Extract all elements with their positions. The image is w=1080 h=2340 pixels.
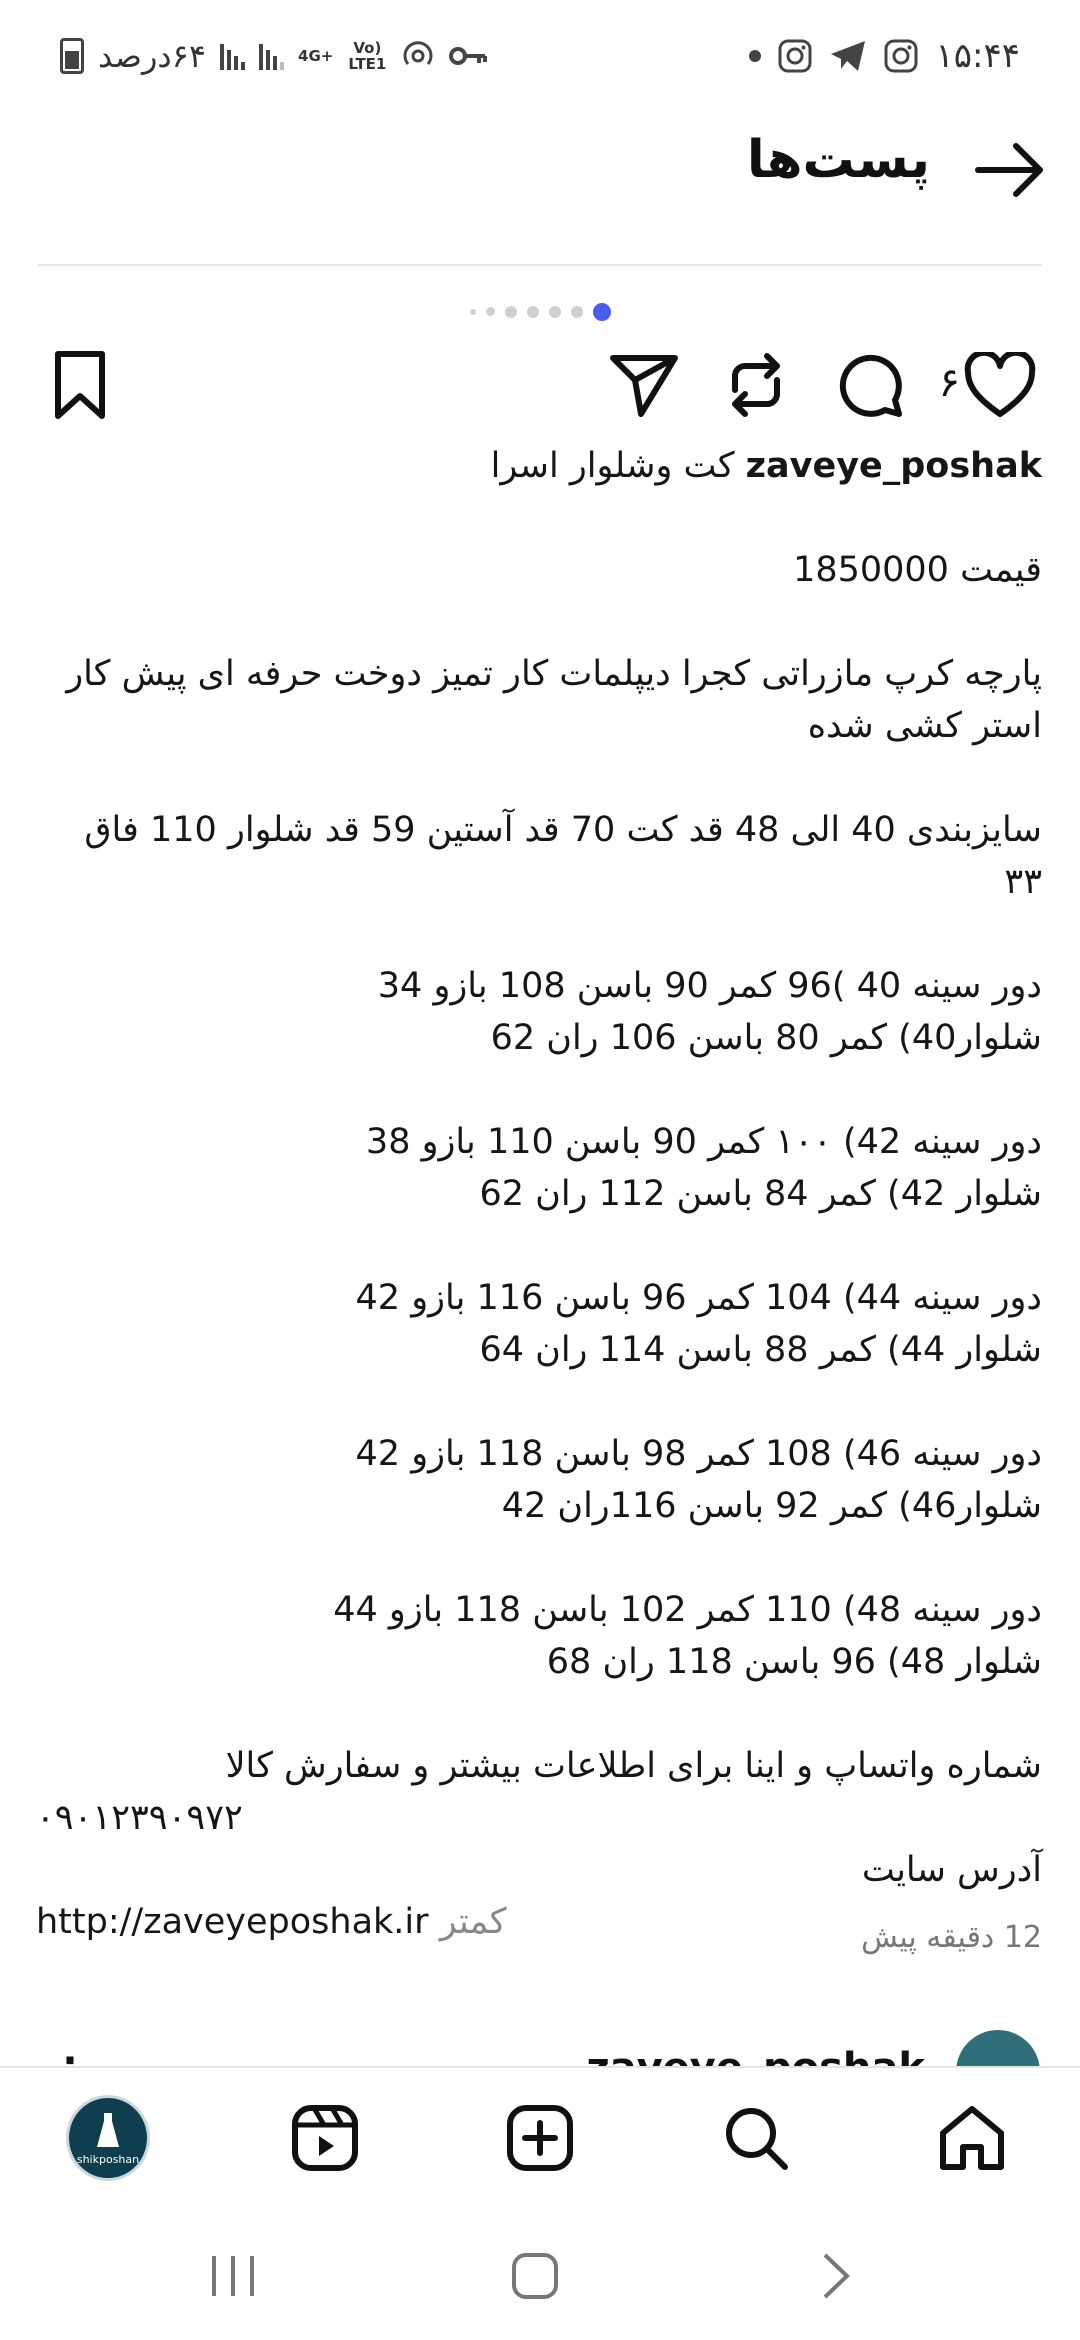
caption-line: سایزبندی 40 الی 48 قد کت 70 قد آستین 59 قد شلوار 110 فاق ۳۳ [84, 810, 1042, 902]
like-count: ۶ [938, 360, 960, 406]
system-navigation-bar [0, 2206, 1080, 2340]
page-title: پست‌ها [746, 130, 930, 190]
repost-button[interactable] [716, 345, 796, 425]
clock: ۱۵:۴۴ [935, 36, 1020, 76]
caption-line: شلوار 42) کمر 84 باسن 112 ران 62 [479, 1174, 1042, 1214]
instagram-icon [883, 38, 919, 74]
like-button[interactable] [960, 345, 1040, 425]
status-bar [0, 0, 1080, 110]
telegram-icon [829, 39, 867, 73]
nav-home[interactable] [930, 2096, 1014, 2180]
profile-avatar [66, 2095, 150, 2181]
nav-profile[interactable] [66, 2096, 150, 2180]
battery-text: ۶۴درصد [98, 37, 207, 75]
caption-line: شلوار46) کمر 92 باسن 116ران 42 [501, 1486, 1042, 1526]
instagram-icon [777, 38, 813, 74]
repost-icon [721, 350, 791, 420]
status-left [60, 30, 487, 82]
recent-apps-icon [208, 2254, 258, 2298]
caption-line: دور سینه 40 )96 کمر 90 باسن 108 بازو 34 [377, 966, 1042, 1006]
back-button[interactable] [970, 130, 1050, 210]
caption-line: دور سینه 44) 104 کمر 96 باسن 116 بازو 42 [355, 1278, 1042, 1318]
dot-icon [749, 50, 761, 62]
home-icon [937, 2103, 1007, 2173]
caption-spacer [36, 1220, 1042, 1272]
carousel-dot [571, 306, 583, 318]
volte-tag: Vo) LTE1 [348, 39, 387, 73]
home-square-icon [510, 2251, 560, 2301]
carousel-dot [527, 306, 539, 318]
recent-apps-button[interactable] [188, 2241, 278, 2311]
caption-spacer [36, 1376, 1042, 1428]
caption-line: شماره واتساپ و اینا برای اطلاعات بیشتر و سفارش کالا [225, 1746, 1042, 1786]
caption-line: شلوار40) کمر 80 باسن 106 ران 62 [490, 1018, 1042, 1058]
caption-line: ۰۹۰۱۲۳۹۰۹۷۲ [36, 1798, 243, 1838]
save-button[interactable] [40, 345, 120, 425]
carousel-indicator [0, 300, 1080, 321]
chevron-right-icon [815, 2251, 855, 2301]
caption-spacer [36, 1064, 1042, 1116]
caption-spacer [36, 596, 1042, 648]
caption-spacer [36, 752, 1042, 804]
send-icon [609, 350, 679, 420]
carousel-dot [505, 306, 517, 318]
post-caption [36, 440, 1042, 1948]
bottom-navigation [0, 2066, 1080, 2208]
key-icon [449, 44, 487, 68]
header-divider [38, 264, 1042, 266]
less-button[interactable]: کمتر [439, 1902, 507, 1942]
status-right [749, 30, 1020, 82]
home-system-button[interactable] [490, 2241, 580, 2311]
share-button[interactable] [604, 345, 684, 425]
caption-line: شلوار 44) کمر 88 باسن 114 ران 64 [479, 1330, 1042, 1370]
carousel-dot [549, 306, 561, 318]
comment-icon [835, 350, 905, 420]
hotspot-icon [401, 39, 435, 73]
nav-reels[interactable] [283, 2096, 367, 2180]
caption-line: شلوار 48) 96 باسن 118 ران 68 [546, 1642, 1042, 1682]
reels-icon [290, 2103, 360, 2173]
dress-logo-icon [93, 2111, 123, 2151]
search-icon [721, 2103, 791, 2173]
caption-line: قیمت 1850000 [793, 550, 1042, 590]
carousel-dot-active [593, 303, 611, 321]
caption-spacer [36, 1532, 1042, 1584]
signal-icon [259, 42, 284, 70]
carousel-dot [470, 309, 476, 315]
caption-line: استر کشی شده [807, 706, 1042, 746]
nav-create[interactable] [498, 2096, 582, 2180]
caption-username[interactable]: zaveye_poshak [745, 446, 1042, 486]
caption-body [36, 544, 1042, 1896]
plus-square-icon [505, 2103, 575, 2173]
caption-line: دور سینه 48) 110 کمر 102 باسن 118 بازو 44 [333, 1590, 1042, 1630]
caption-title: کت وشلوار اسرا [490, 446, 735, 486]
battery-icon [60, 38, 84, 74]
back-system-button[interactable] [790, 2241, 880, 2311]
caption-spacer [36, 908, 1042, 960]
caption-spacer [36, 1688, 1042, 1740]
arrow-right-icon [970, 130, 1050, 210]
caption-line: پارچه کرپ مازراتی کجرا دیپلمات کار تمیز دوخت حرفه ای پیش کار [66, 654, 1042, 694]
caption-line: دور سینه 42) ۱۰۰ کمر 90 باسن 110 بازو 38 [365, 1122, 1042, 1162]
heart-icon [964, 352, 1036, 418]
nav-search[interactable] [714, 2096, 798, 2180]
carousel-dot [486, 307, 495, 316]
profile-brand: shikposhan [76, 2152, 140, 2166]
signal-icon [220, 42, 245, 70]
network-type: 4G+ [298, 47, 334, 65]
post-timestamp: 12 دقیقه پیش [861, 1920, 1042, 1955]
bookmark-icon [50, 350, 110, 420]
caption-link[interactable]: http://zaveyeposhak.ir [36, 1902, 429, 1942]
caption-line: دور سینه 46) 108 کمر 98 باسن 118 بازو 42 [355, 1434, 1042, 1474]
comment-button[interactable] [830, 345, 910, 425]
caption-line: آدرس سایت [861, 1850, 1042, 1890]
